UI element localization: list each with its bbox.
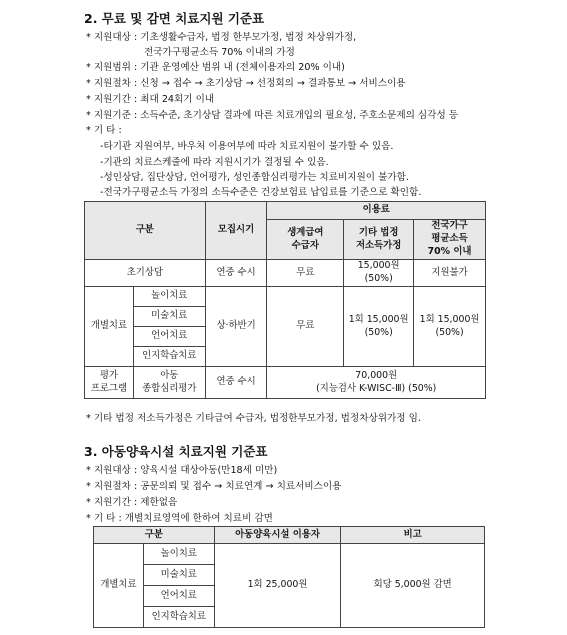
header-low-income: 기타 법정 저소득가정 [344, 220, 414, 260]
s3-bullet-etc: * 기 타 : 개별치료영역에 한하여 치료비 감면 [86, 513, 273, 524]
s3-bullet-target: * 지원대상 : 양육시설 대상아동(만18세 미만) [86, 465, 278, 476]
header-remark: 비고 [341, 527, 485, 544]
header-fee: 이용료 [267, 202, 486, 220]
s2-bullet-scope: * 지원범위 : 기관 운영예산 범위 내 (전체이용자의 20% 이내) [86, 62, 345, 73]
row-individual-c3: 1회 15,000원 (50%) [414, 287, 486, 367]
s2-bullet-etc: * 기 타 : [86, 125, 122, 136]
row-individual-label: 개별치료 [94, 544, 144, 628]
row-initial-c1: 무료 [267, 260, 344, 287]
row-initial-c3: 지원불가 [414, 260, 486, 287]
s2-note: * 기타 법정 저소득가정은 기타급여 수급자, 법정한부모가정, 법정차상위가정 임. [86, 413, 421, 424]
s2-bullet-target-cont: 전국가구평균소득 70% 이내의 가정 [144, 47, 295, 58]
row-individual-item: 언어치료 [143, 586, 214, 607]
row-individual-c1: 무료 [267, 287, 344, 367]
header-division: 구분 [94, 527, 215, 544]
section2-title: 2. 무료 및 감면 치료지원 기준표 [84, 11, 265, 26]
row-individual-fee: 1회 25,000원 [214, 544, 341, 628]
s2-etc-4: -전국가구평균소득 가정의 소득수준은 건강보험료 납입료를 기준으로 확인함. [100, 187, 422, 198]
header-facility-user: 아동양육시설 이용자 [214, 527, 341, 544]
row-individual-label: 개별치료 [85, 287, 134, 367]
row-assess-fee: 70,000원 (지능검사 K-WISC-Ⅲ) (50%) [267, 367, 486, 399]
s2-etc-2: -기관의 치료스케줄에 따라 지원시기가 결정될 수 있음. [100, 157, 329, 168]
row-assess-label: 평가 프로그램 [85, 367, 134, 399]
row-initial-label: 초기상담 [85, 260, 206, 287]
row-individual-period: 상·하반기 [205, 287, 267, 367]
s3-bullet-procedure: * 지원절차 : 공문의뢰 및 접수 → 치료연계 → 치료서비스이용 [86, 481, 342, 492]
s2-bullet-procedure: * 지원절차 : 신청 → 접수 → 초기상담 → 선정회의 → 결과통보 → 서비스이용 [86, 78, 406, 89]
row-individual-item: 놀이치료 [133, 287, 205, 307]
row-individual-item: 놀이치료 [143, 544, 214, 565]
row-individual-c2: 1회 15,000원 (50%) [344, 287, 414, 367]
row-initial-period: 연중 수시 [205, 260, 267, 287]
s2-etc-3: -성인상담, 집단상담, 언어평가, 성인종합심리평가는 치료비지원이 불가함. [100, 172, 409, 183]
header-period: 모집시기 [205, 202, 267, 260]
s2-bullet-criteria: * 지원기준 : 소득수준, 초기상담 결과에 따른 치료개입의 필요성, 주호소문제의 심각성 등 [86, 110, 459, 121]
row-individual-item: 미술치료 [133, 307, 205, 327]
row-assess-period: 연중 수시 [205, 367, 267, 399]
section3-title: 3. 아동양육시설 치료지원 기준표 [84, 444, 268, 459]
support-fee-table [84, 201, 486, 399]
row-individual-item: 언어치료 [133, 327, 205, 347]
s2-etc-1: -타기관 지원여부, 바우처 이용여부에 따라 치료지원이 불가할 수 있음. [100, 141, 394, 152]
row-individual-item: 인지학습치료 [143, 607, 214, 628]
row-assess-item: 아동 종합심리평가 [133, 367, 205, 399]
header-livelihood: 생계급여 수급자 [267, 220, 344, 260]
header-avg-income: 전국가구 평균소득 70% 이내 [414, 220, 486, 260]
row-individual-item: 미술치료 [143, 565, 214, 586]
header-division: 구분 [85, 202, 206, 260]
facility-fee-table [93, 526, 485, 628]
row-individual-item: 인지학습치료 [133, 347, 205, 367]
row-individual-remark: 회당 5,000원 감면 [341, 544, 485, 628]
row-initial-c2: 15,000원 (50%) [344, 260, 414, 287]
s3-bullet-period: * 지원기간 : 제한없음 [86, 497, 178, 508]
s2-bullet-period: * 지원기간 : 최대 24회기 이내 [86, 94, 215, 105]
s2-bullet-target: * 지원대상 : 기초생활수급자, 법정 한부모가정, 법정 차상위가정, [86, 32, 357, 43]
